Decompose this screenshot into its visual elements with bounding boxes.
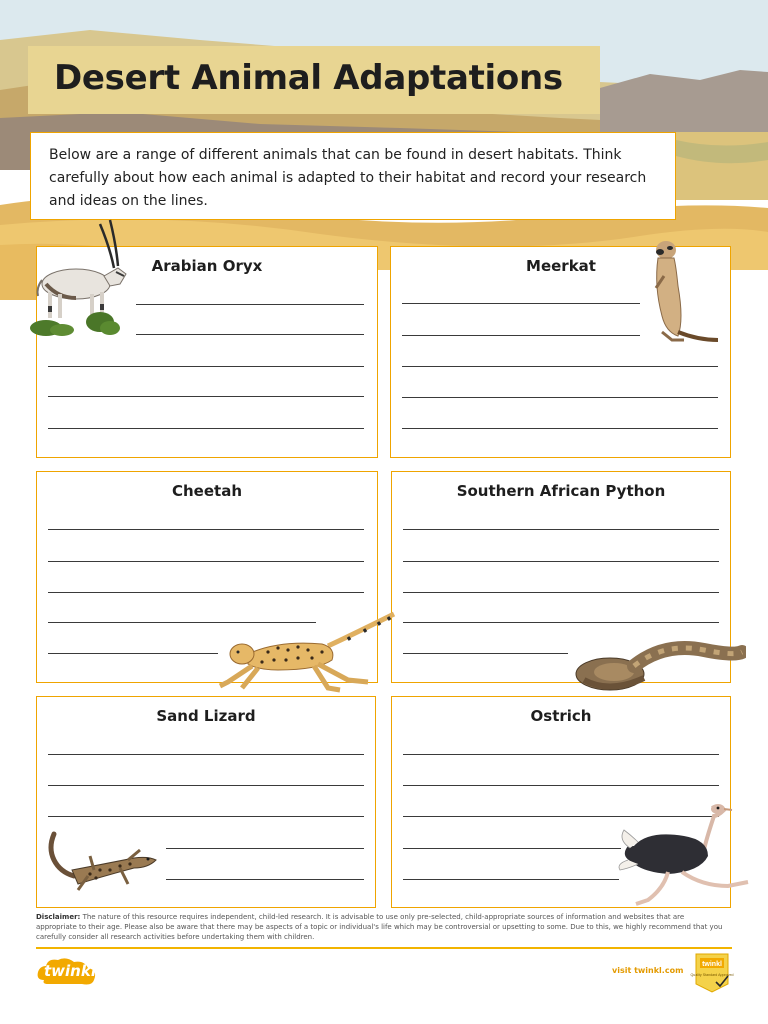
- footer-divider: [36, 947, 732, 949]
- writing-line[interactable]: [403, 754, 719, 755]
- writing-line[interactable]: [402, 303, 640, 304]
- writing-line[interactable]: [48, 816, 364, 817]
- python-illustration: [574, 636, 746, 694]
- arabian-oryx-illustration: [26, 214, 130, 340]
- writing-line[interactable]: [402, 335, 640, 336]
- intro-box: Below are a range of different animals that can be found in desert habitats. Think carefully about how each animal is adapted to their habitat and record your research and ideas on the lines.: [30, 132, 676, 220]
- ostrich-illustration: [608, 800, 756, 910]
- badge-text: Quality Standard Approved: [690, 973, 734, 977]
- badge-brand: twinkl: [702, 961, 722, 968]
- writing-line[interactable]: [136, 334, 364, 335]
- card-title-ostrich: Ostrich: [530, 707, 592, 725]
- writing-line[interactable]: [48, 653, 218, 654]
- page-title: Desert Animal Adaptations: [54, 58, 563, 98]
- writing-line[interactable]: [403, 529, 719, 530]
- writing-line[interactable]: [403, 785, 719, 786]
- writing-line[interactable]: [48, 785, 364, 786]
- writing-line[interactable]: [402, 397, 718, 398]
- writing-line[interactable]: [48, 592, 364, 593]
- writing-line[interactable]: [136, 304, 364, 305]
- writing-line[interactable]: [48, 561, 364, 562]
- writing-line[interactable]: [166, 879, 364, 880]
- writing-line[interactable]: [402, 428, 718, 429]
- writing-line[interactable]: [48, 396, 364, 397]
- writing-line[interactable]: [403, 561, 719, 562]
- disclaimer: [36, 912, 726, 942]
- writing-line[interactable]: [402, 366, 718, 367]
- writing-line[interactable]: [403, 879, 619, 880]
- card-title-cheetah: Cheetah: [171, 482, 243, 500]
- writing-line[interactable]: [403, 848, 621, 849]
- writing-line[interactable]: [403, 653, 568, 654]
- sand-lizard-illustration: [44, 830, 160, 896]
- writing-line[interactable]: [48, 428, 364, 429]
- writing-line[interactable]: [403, 592, 719, 593]
- writing-line[interactable]: [48, 529, 364, 530]
- card-title-meerkat: Meerkat: [526, 257, 596, 275]
- writing-line[interactable]: [48, 754, 364, 755]
- cheetah-illustration: [218, 610, 402, 696]
- disclaimer-text: The nature of this resource requires independent, child-led research. It is advisable to use only pre-selected, child-appropriate sources of information and websites that are appropriate to their age. Please also be aware that there may be aspects of a topic or individual's life which may be controversial or upsetting to some. Due to this, we highly recommend that you carefully consider all research activities before undertaking them with children.: [36, 913, 723, 941]
- writing-line[interactable]: [403, 622, 719, 623]
- disclaimer-label: Disclaimer:: [36, 913, 81, 921]
- quality-badge: [690, 950, 734, 994]
- card-title-arabian-oryx: Arabian Oryx: [151, 257, 263, 275]
- meerkat-illustration: [644, 236, 724, 346]
- logo-text: twinkl: [44, 962, 96, 980]
- writing-line[interactable]: [48, 366, 364, 367]
- writing-line[interactable]: [166, 848, 364, 849]
- card-title-sand-lizard: Sand Lizard: [156, 707, 256, 725]
- site-link[interactable]: visit twinkl.com: [612, 966, 684, 975]
- card-title-southern-african-python: Southern African Python: [456, 482, 666, 500]
